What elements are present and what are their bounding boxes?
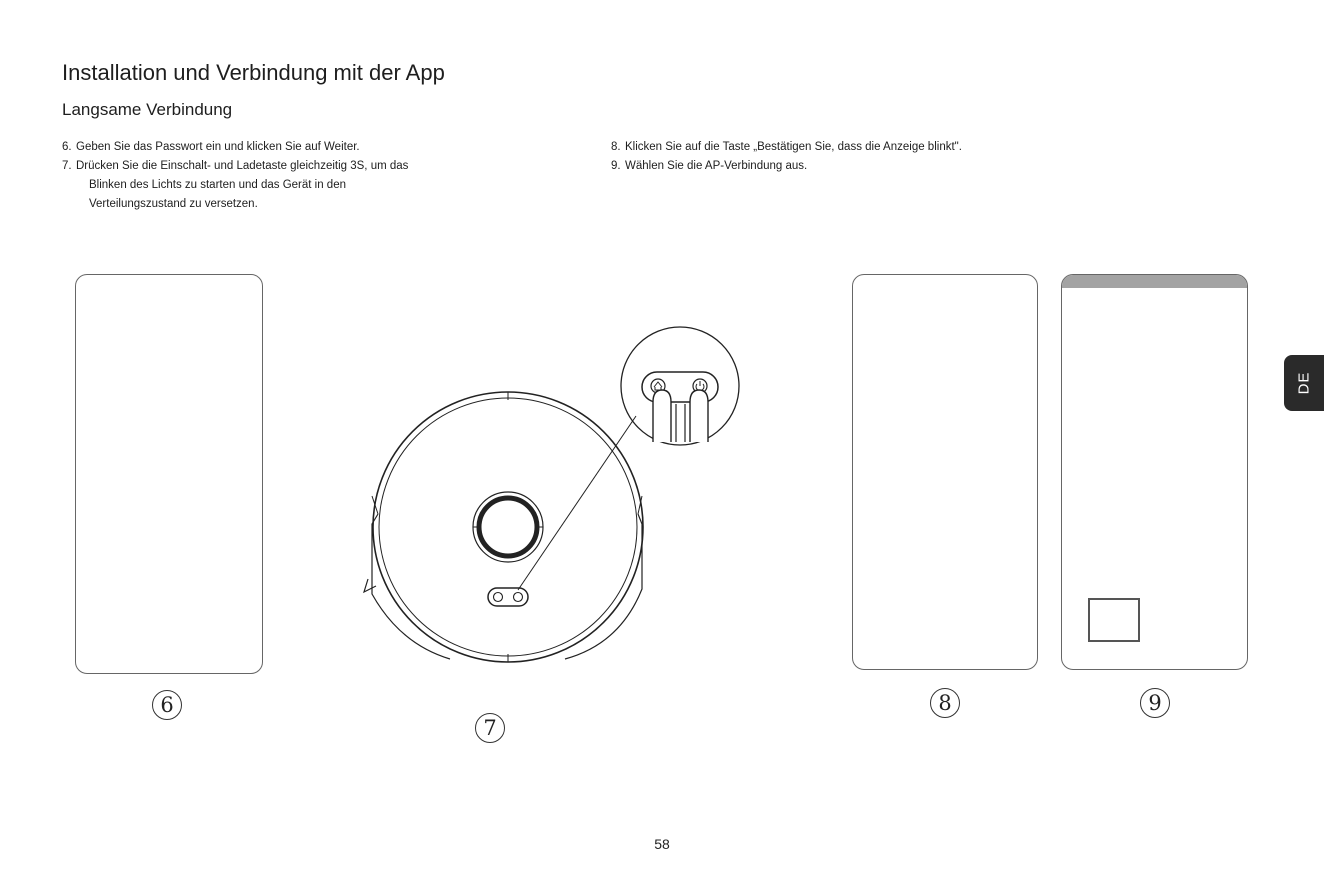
phone-qr-placeholder [1088, 598, 1140, 642]
step-6-number: 6. [62, 141, 72, 153]
language-tab [1284, 355, 1324, 411]
finger-left [653, 390, 671, 442]
robot-side-brush [364, 579, 376, 592]
step-7-line2 [62, 176, 502, 195]
robot-outer-ring [373, 392, 643, 662]
step-7-text-line2: Blinken des Lichts zu starten und das Gerät in den [89, 179, 346, 191]
step-9-text: Wählen Sie die AP-Verbindung aus. [625, 160, 808, 172]
callout-line [518, 416, 636, 590]
page-number: 58 [654, 836, 670, 852]
step-7-number: 7. [62, 160, 72, 172]
robot-home-button [494, 593, 503, 602]
steps-left-column [62, 138, 502, 214]
step-8 [611, 138, 1091, 157]
step-9 [611, 157, 1091, 176]
robot-bumper-right [565, 514, 642, 659]
step-7-text-line1: Drücken Sie die Einschalt- und Ladetaste gleichzeitig 3S, um das [76, 160, 409, 172]
figure-label-7: 7 [475, 713, 505, 743]
figure-label-6: 6 [152, 690, 182, 720]
phone-screen-figure-8 [852, 274, 1038, 670]
section-subtitle: Langsame Verbindung [62, 100, 233, 119]
figure-label-9: 9 [1140, 688, 1170, 718]
lidar-turret-inner [479, 498, 537, 556]
step-6 [62, 138, 502, 157]
step-7-text-line3: Verteilungszustand zu versetzen. [89, 198, 258, 210]
phone-screen-figure-6 [75, 274, 263, 674]
step-8-text: Klicken Sie auf die Taste „Bestätigen Sie, dass die Anzeige blinkt". [625, 141, 962, 153]
finger-right [690, 390, 708, 442]
phone-screen-figure-9 [1061, 274, 1248, 670]
step-8-number: 8. [611, 141, 621, 153]
lidar-turret-outer [473, 492, 543, 562]
steps-right-column [611, 138, 1091, 176]
step-6-text: Geben Sie das Passwort ein und klicken Sie auf Weiter. [76, 141, 360, 153]
robot-inner-ring [379, 398, 637, 656]
language-tab-label: DE [1295, 371, 1313, 395]
phone-status-bar [1062, 275, 1247, 288]
robot-power-button [514, 593, 523, 602]
step-7 [62, 157, 502, 176]
figure-label-8: 8 [930, 688, 960, 718]
step-7-line3 [62, 195, 502, 214]
robot-vacuum-illustration [360, 324, 750, 664]
step-9-number: 9. [611, 160, 621, 172]
page-title: Installation und Verbindung mit der App [62, 60, 445, 85]
zoom-detail-circle [621, 327, 739, 445]
robot-bumper-left [372, 514, 450, 659]
